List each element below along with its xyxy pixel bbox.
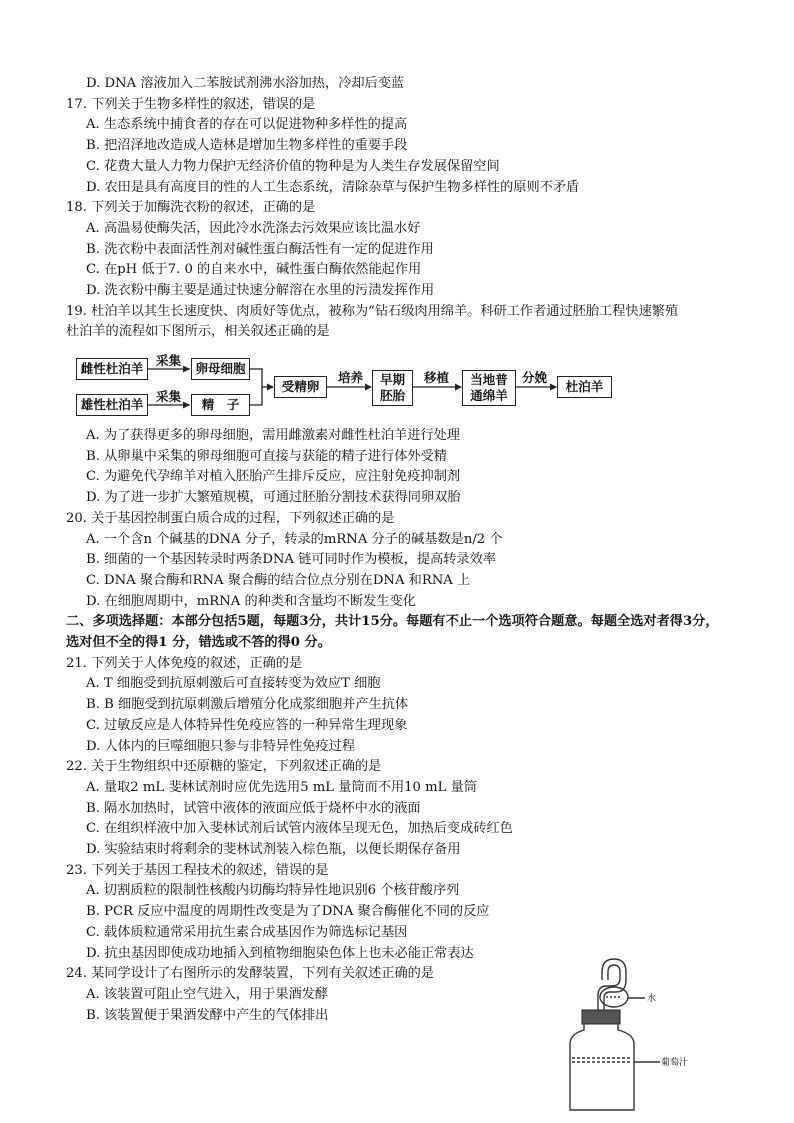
question-stem: 22. 关于生物组织中还原糖的鉴定，下列叙述正确的是 — [66, 759, 382, 775]
label-collect-female: 采集 — [156, 353, 182, 368]
answer-option: B. 隔水加热时，试管中液体的液面应低于烧杯中水的液面 — [86, 800, 421, 816]
section-heading: 选对但不全的得1 分，错选或不答的得0 分。 — [66, 635, 331, 650]
answer-option: C. 为避免代孕绵羊对植入胚胎产生排斥反应，应注射免疫抑制剂 — [86, 469, 461, 485]
answer-option: D. DNA 溶液加入二苯胺试剂沸水浴加热，冷却后变蓝 — [86, 76, 405, 91]
answer-option: D. 抗虫基因即使成功地插入到植物细胞染色体上也未必能正常表达 — [86, 945, 474, 961]
answer-option: C. 花费大量人力物力保护无经济价值的物种是为人类生存发展保留空间 — [86, 158, 500, 174]
answer-option: A. 生态系统中捕食者的存在可以促进物种多样性的提高 — [86, 117, 408, 133]
question-stem: 19. 杜泊羊以其生长速度快、肉质好等优点，被称为“钻石级肉用绵羊。科研工作者通过胚胎工程快速繁殖 — [66, 303, 679, 319]
label-birth: 分娩 — [522, 370, 548, 385]
answer-option: B. 洗衣粉中表面活性剂对碱性蛋白酶活性有一定的促进作用 — [86, 241, 434, 257]
label-culture: 培养 — [338, 370, 364, 385]
question-stem: 17. 下列关于生物多样性的叙述，错误的是 — [66, 96, 316, 112]
answer-option: D. 为了进一步扩大繁殖规模，可通过胚胎分割技术获得同卵双胎 — [86, 490, 461, 506]
answer-option: A. 一个含n 个碱基的DNA 分子，转录的mRNA 分子的碱基数是n/2 个 — [86, 531, 503, 547]
answer-option: B. 从卵巢中采集的卵母细胞可直接与获能的精子进行体外受精 — [86, 448, 447, 464]
box-female-dorper: 雌性杜泊羊 — [76, 358, 148, 380]
question-stem: 24. 某同学设计了右图所示的发酵装置，下列有关叙述正确的是 — [66, 966, 435, 982]
label-grape-juice: 葡萄汁 — [661, 1058, 689, 1068]
answer-option: B. 该装置便于果酒发酵中产生的气体排出 — [86, 1007, 329, 1023]
answer-option: C. 载体质粒通常采用抗生素合成基因作为筛选标记基因 — [86, 924, 408, 940]
answer-option: A. 该装置可阻止空气进入，用于果酒发酵 — [86, 986, 329, 1002]
answer-option: C. 在pH 低于7. 0 的自来水中，碱性蛋白酶依然能起作用 — [86, 262, 422, 278]
question-stem: 21. 下列关于人体免疫的叙述，正确的是 — [66, 655, 303, 671]
box-dorper-result: 杜泊羊 — [557, 376, 612, 398]
box-early-embryo-line1: 早期 — [379, 372, 405, 387]
answer-option: D. 实验结束时将剩余的斐林试剂装入棕色瓶，以便长期保存备用 — [86, 842, 461, 857]
answer-option: A. 为了获得更多的卵母细胞，需用雌激素对雌性杜泊羊进行处理 — [86, 428, 460, 443]
answer-option: D. 农田是具有高度目的性的人工生态系统，清除杂草与保护生物多样性的原则不矛盾 — [86, 179, 580, 195]
answer-option: A. T 细胞受到抗原刺激后可直接转变为效应T 细胞 — [86, 676, 381, 692]
answer-option: C. 过敏反应是人体特异性免疫应答的一种异常生理现象 — [86, 717, 408, 733]
label-water: 水 — [647, 994, 657, 1004]
answer-option: A. 高温易使酶失活，因此冷水洗涤去污效果应该比温水好 — [86, 220, 421, 236]
answer-option: B. PCR 反应中温度的周期性改变是为了DNA 聚合酶催化不同的反应 — [86, 904, 490, 920]
answer-option: D. 人体内的巨噬细胞只参与非特异性免疫过程 — [86, 738, 356, 754]
box-sperm: 精 子 — [191, 394, 250, 416]
question-stem: 18. 下列关于加酶洗衣粉的叙述，正确的是 — [66, 200, 316, 216]
answer-option: A. 切割质粒的限制性核酸内切酶均特异性地识别6 个核苷酸序列 — [86, 883, 460, 899]
answer-option: A. 量取2 mL 斐林试剂时应优先选用5 mL 量筒而不用10 mL 量筒 — [86, 779, 477, 795]
question-stem: 23. 下列关于基因工程技术的叙述，错误的是 — [66, 862, 329, 878]
box-local-sheep-line2: 通绵羊 — [470, 388, 508, 403]
answer-option: C. 在组织样液中加入斐林试剂后试管内液体呈现无色，加热后变成砖红色 — [86, 821, 513, 837]
section-heading: 二、多项选择题：本部分包括5题，每题3分，共计15分。每题有不止一个选项符合题意。每题全选对者得3分， — [66, 614, 719, 630]
answer-option: B. 把沼泽地改造成人造林是增加生物多样性的重要手段 — [86, 138, 408, 154]
answer-option: B. 细菌的一个基因转录时两条DNA 链可同时作为模板，提高转录效率 — [86, 552, 496, 568]
box-early-embryo-line2: 胚胎 — [379, 388, 405, 403]
answer-option: D. 在细胞周期中，mRNA 的种类和含量均不断发生变化 — [86, 593, 416, 609]
box-male-dorper: 雄性杜泊羊 — [76, 394, 148, 416]
label-transfer: 移植 — [424, 370, 450, 385]
box-oocyte: 卵母细胞 — [191, 358, 250, 380]
box-local-sheep-line1: 当地普 — [470, 372, 508, 387]
question-stem: 20. 关于基因控制蛋白质合成的过程，下列叙述正确的是 — [66, 510, 395, 526]
box-zygote: 受精卵 — [274, 376, 327, 398]
answer-option: B. B 细胞受到抗原刺激后增殖分化成浆细胞并产生抗体 — [86, 697, 409, 713]
answer-option: C. DNA 聚合酶和RNA 聚合酶的结合位点分别在DNA 和RNA 上 — [86, 572, 471, 588]
label-collect-male: 采集 — [156, 389, 182, 404]
question-stem: 杜泊羊的流程如下图所示，相关叙述正确的是 — [66, 324, 330, 340]
answer-option: D. 洗衣粉中酶主要是通过快速分解溶在水里的污渍发挥作用 — [86, 283, 435, 298]
